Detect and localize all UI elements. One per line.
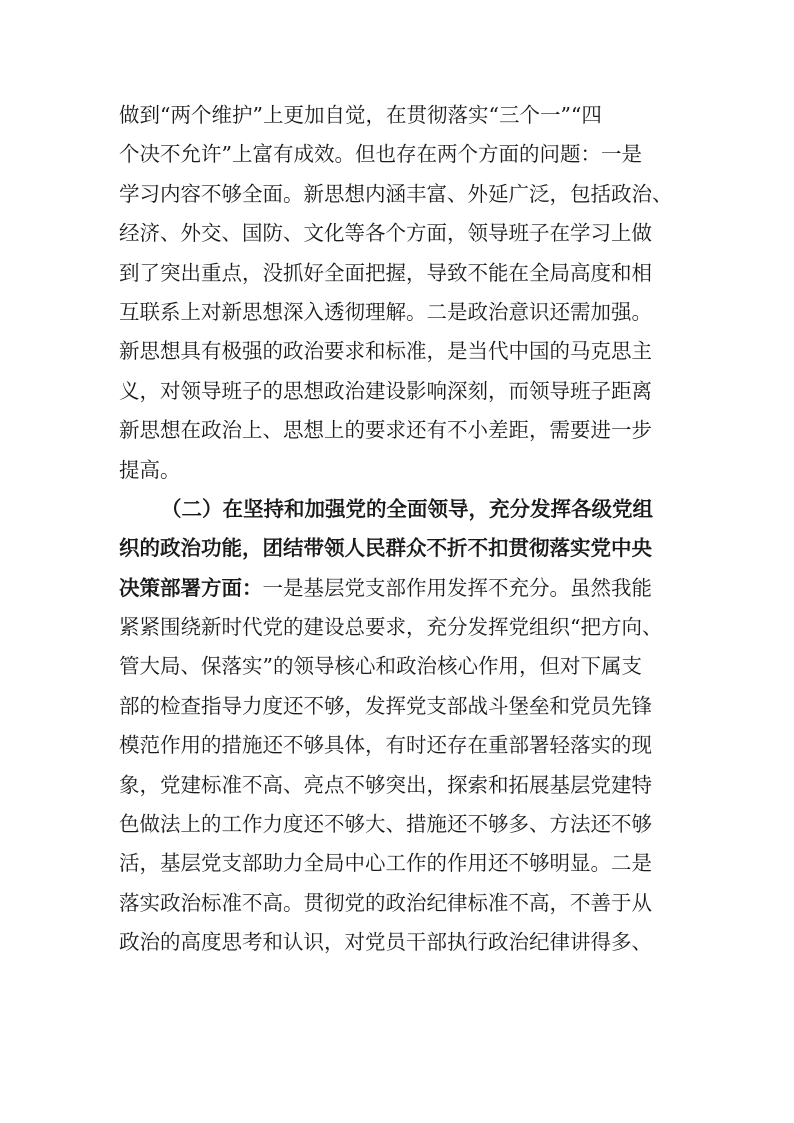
text-line xyxy=(119,529,679,568)
text-line xyxy=(119,214,679,253)
text-line xyxy=(119,411,679,450)
text-line xyxy=(119,844,679,883)
text-line xyxy=(119,451,679,490)
text-segment: 象，党建标准不高、亮点不够突出，探索和拓展基层党建特 xyxy=(119,772,652,797)
text-segment: 提高。 xyxy=(119,457,181,482)
bold-text-segment: （二）在坚持和加强党的全面领导，充分发挥各级党组 xyxy=(161,496,653,521)
text-segment: 新思想在政治上、思想上的要求还有不小差距，需要进一步 xyxy=(119,418,652,443)
text-segment: 互联系上对新思想深入透彻理解。二是政治意识还需加强。 xyxy=(119,299,652,324)
text-line xyxy=(119,135,679,174)
text-segment: 政治的高度思考和认识，对党员干部执行政治纪律讲得多、 xyxy=(119,930,652,955)
text-line xyxy=(119,608,679,647)
text-line xyxy=(119,569,679,608)
text-segment: 部的检查指导力度还不够，发挥党支部战斗堡垒和党员先锋 xyxy=(119,693,652,718)
text-segment: 色做法上的工作力度还不够大、措施还不够多、方法还不够 xyxy=(119,812,652,837)
bold-text-segment: 织的政治功能，团结带领人民群众不折不扣贯彻落实党中央 xyxy=(119,536,652,561)
text-segment: 模范作用的措施还不够具体，有时还存在重部署轻落实的现 xyxy=(119,733,652,758)
text-segment: 义，对领导班子的思想政治建设影响深刻，而领导班子距离 xyxy=(119,378,652,403)
bold-text-segment: 决策部署方面： xyxy=(119,575,263,600)
text-segment: 经济、外交、国防、文化等各个方面，领导班子在学习上做 xyxy=(119,221,652,246)
text-line xyxy=(119,805,679,844)
text-segment: 学习内容不够全面。新思想内涵丰富、外延广泛，包括政治、 xyxy=(119,181,673,206)
text-line xyxy=(119,726,679,765)
text-line xyxy=(119,766,679,805)
text-line xyxy=(119,923,679,962)
text-line xyxy=(119,96,679,135)
text-line xyxy=(119,372,679,411)
text-line xyxy=(119,490,679,529)
text-line xyxy=(119,254,679,293)
text-segment: 做到“两个维护”上更加自觉，在贯彻落实“三个一”“四 xyxy=(119,103,602,127)
text-segment: 活，基层党支部助力全局中心工作的作用还不够明显。二是 xyxy=(119,851,652,876)
text-segment: 落实政治标准不高。贯彻党的政治纪律标准不高，不善于从 xyxy=(119,890,652,915)
text-segment: 个决不允许”上富有成效。但也存在两个方面的问题：一是 xyxy=(119,142,642,167)
text-line xyxy=(119,687,679,726)
text-segment: 管大局、保落实”的领导核心和政治核心作用，但对下属支 xyxy=(119,654,642,679)
text-line xyxy=(119,647,679,686)
document-body xyxy=(119,96,679,963)
text-segment: 到了突出重点，没抓好全面把握，导致不能在全局高度和相 xyxy=(119,260,652,285)
text-line xyxy=(119,293,679,332)
text-segment: 一是基层党支部作用发挥不充分。虽然我能 xyxy=(262,575,652,600)
text-segment: 紧紧围绕新时代党的建设总要求，充分发挥党组织“把方向、 xyxy=(119,615,663,640)
text-line xyxy=(119,332,679,371)
text-line xyxy=(119,884,679,923)
text-segment: 新思想具有极强的政治要求和标准，是当代中国的马克思主 xyxy=(119,339,652,364)
text-line xyxy=(119,175,679,214)
